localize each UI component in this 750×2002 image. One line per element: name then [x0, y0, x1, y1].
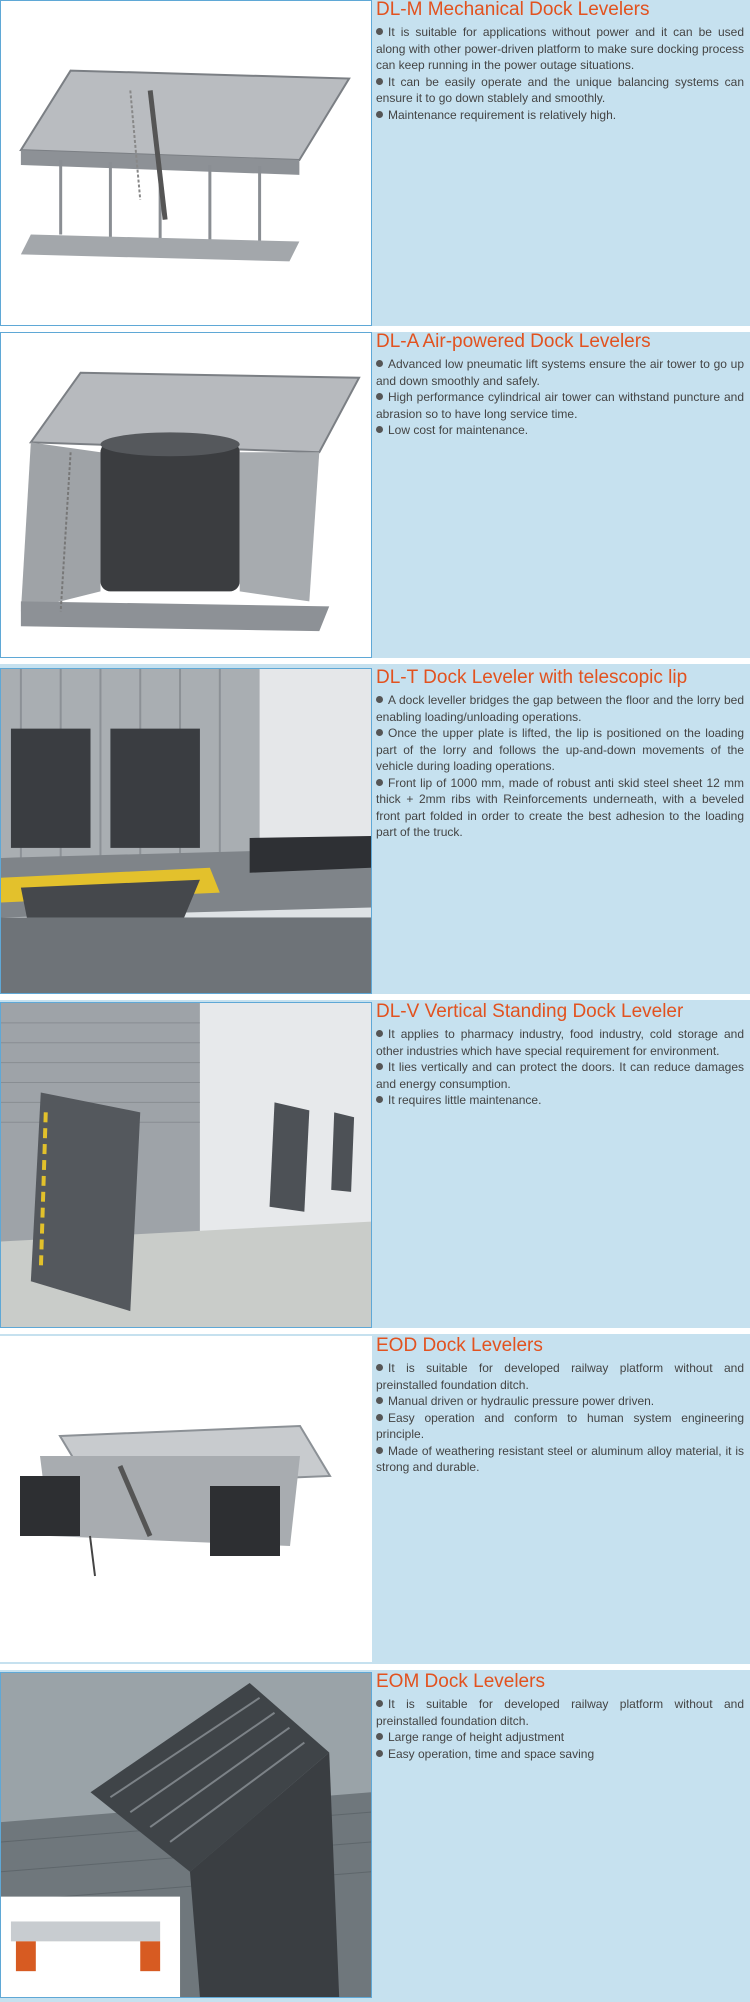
bullet-icon — [376, 1364, 383, 1371]
feature-list — [376, 1360, 744, 1476]
feature-item: It applies to pharmacy industry, food industry, cold storage and other industries which have special requirement for environment. — [376, 1027, 744, 1058]
feature-item: Large range of height adjustment — [376, 1729, 744, 1746]
feature-item: High performance cylindrical air tower can withstand puncture and abrasion so to have long service time. — [376, 390, 744, 421]
bullet-icon — [376, 1030, 383, 1037]
feature-list — [376, 24, 744, 123]
feature-item: It is suitable for applications without power and it can be used along with other power-driven platform to make sure docking process can keep running in the power outage situations. — [376, 25, 744, 72]
product-row-eom — [0, 1672, 750, 2002]
bullet-icon — [376, 360, 383, 367]
bullet-icon — [376, 1414, 383, 1421]
feature-item: It is suitable for developed railway platform without and preinstalled foundation ditch. — [376, 1697, 744, 1728]
feature-list — [376, 1026, 744, 1109]
bullet-icon — [376, 78, 383, 85]
bullet-icon — [376, 111, 383, 118]
bullet-icon — [376, 393, 383, 400]
section-divider — [0, 658, 750, 664]
bullet-icon — [376, 1447, 383, 1454]
feature-list — [376, 692, 744, 841]
feature-list — [376, 1696, 744, 1762]
eod-dock-leveler-photo — [0, 1336, 372, 1662]
product-details — [376, 1002, 744, 1109]
bullet-icon — [376, 1397, 383, 1404]
bullet-icon — [376, 28, 383, 35]
section-divider — [0, 1664, 750, 1670]
bullet-icon — [376, 1750, 383, 1757]
product-details — [376, 0, 744, 123]
feature-item: A dock leveller bridges the gap between the floor and the lorry bed enabling loading/unloading operations. — [376, 693, 744, 724]
feature-item: It can be easily operate and the unique balancing systems can ensure it to go down stablely and smoothly. — [376, 74, 744, 105]
bullet-icon — [376, 426, 383, 433]
feature-item: Advanced low pneumatic lift systems ensure the air tower to go up and down smoothly and safely. — [376, 357, 744, 388]
feature-item: Front lip of 1000 mm, made of robust anti skid steel sheet 12 mm thick + 2mm ribs with Reinforcements underneath, with a beveled front part folded in order to create the best adhesion to the loading part of the truck. — [376, 775, 744, 839]
feature-list — [376, 356, 744, 439]
eom-dock-leveler-photo — [0, 1672, 372, 1998]
feature-item: Low cost for maintenance. — [376, 422, 744, 439]
section-divider — [0, 994, 750, 1000]
bullet-icon — [376, 1063, 383, 1070]
product-row-dl-a — [0, 332, 750, 662]
product-title: DL-T Dock Leveler with telescopic lip — [376, 667, 688, 688]
bullet-icon — [376, 729, 383, 736]
feature-item: Easy operation and conform to human system engineering principle. — [376, 1410, 744, 1441]
bullet-icon — [376, 1700, 383, 1707]
product-details — [376, 1672, 744, 1762]
product-row-dl-v — [0, 1002, 750, 1332]
telescopic-lip-dock-leveler-photo — [0, 668, 372, 994]
product-row-dl-t — [0, 668, 750, 998]
product-title: DL-A Air-powered Dock Levelers — [376, 331, 651, 352]
feature-item: It requires little maintenance. — [376, 1092, 744, 1109]
air-powered-dock-leveler-photo — [0, 332, 372, 658]
product-row-dl-m — [0, 0, 750, 330]
product-title: DL-V Vertical Standing Dock Leveler — [376, 1001, 684, 1022]
bullet-icon — [376, 1733, 383, 1740]
bullet-icon — [376, 1096, 383, 1103]
feature-item: Maintenance requirement is relatively high. — [376, 107, 744, 124]
vertical-standing-dock-leveler-photo — [0, 1002, 372, 1328]
bullet-icon — [376, 779, 383, 786]
bullet-icon — [376, 696, 383, 703]
feature-item: It is suitable for developed railway platform without and preinstalled foundation ditch. — [376, 1361, 744, 1392]
product-title: DL-M Mechanical Dock Levelers — [376, 0, 650, 20]
feature-item: Once the upper plate is lifted, the lip is positioned on the loading part of the lorry and follows the up-and-down movements of the vehicle during loading operations. — [376, 726, 744, 773]
product-details — [376, 668, 744, 841]
feature-item: Manual driven or hydraulic pressure power driven. — [376, 1393, 744, 1410]
feature-item: Easy operation, time and space saving — [376, 1746, 744, 1763]
feature-item: Made of weathering resistant steel or aluminum alloy material, it is strong and durable. — [376, 1443, 744, 1474]
product-row-eod — [0, 1336, 750, 1666]
mechanical-dock-leveler-photo — [0, 0, 372, 326]
product-details — [376, 1336, 744, 1476]
feature-item: It lies vertically and can protect the doors. It can reduce damages and energy consumption. — [376, 1060, 744, 1091]
product-title: EOD Dock Levelers — [376, 1335, 543, 1356]
product-details — [376, 332, 744, 439]
section-divider — [0, 1328, 750, 1334]
product-title: EOM Dock Levelers — [376, 1671, 545, 1692]
